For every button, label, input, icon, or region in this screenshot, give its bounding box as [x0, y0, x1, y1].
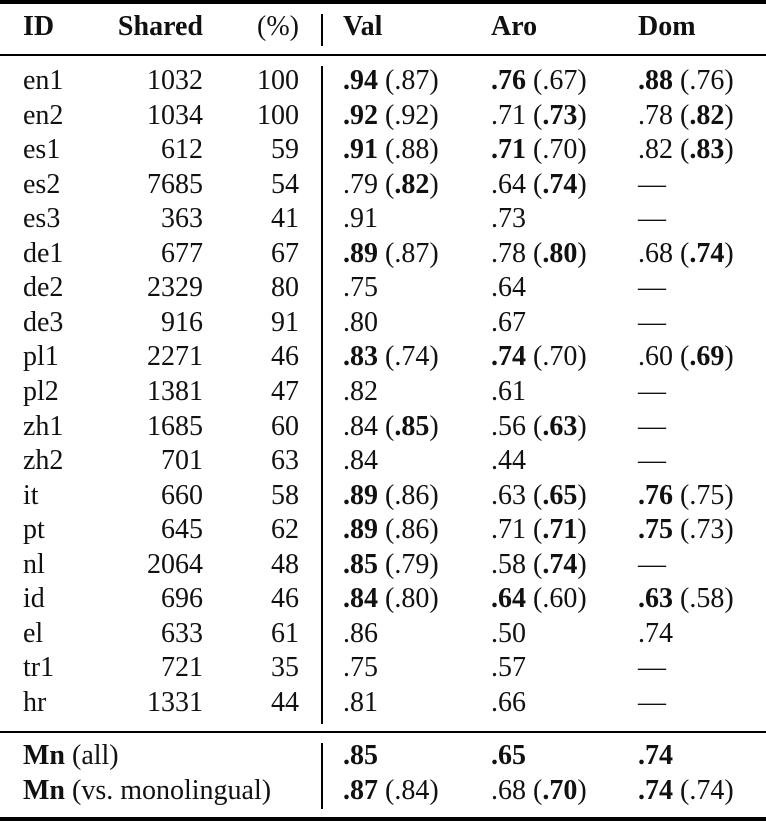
row-valence: .84 (.80): [343, 583, 439, 615]
row-dominance: [638, 686, 666, 720]
row-valence-monolingual: .85: [394, 410, 430, 442]
summary-valence-main: .87: [343, 775, 378, 806]
row-valence-monolingual: .87: [394, 65, 430, 96]
summary-row: [0, 774, 766, 808]
row-arousal-main: .66: [491, 686, 526, 718]
row-valence-monolingual: .86: [394, 514, 430, 546]
summary-valence: [343, 739, 378, 773]
row-valence: .79 (.82): [343, 168, 439, 200]
row-shared: 1685: [147, 410, 203, 442]
row-valence-monolingual: .80: [394, 583, 430, 615]
table-row: [0, 617, 766, 651]
row-valence-main: .85: [343, 548, 378, 580]
row-valence: [343, 306, 378, 340]
row-id: el: [23, 617, 44, 649]
row-valence: [343, 651, 378, 685]
row-valence: .83 (.74): [343, 341, 439, 373]
row-arousal-monolingual: .67: [542, 65, 578, 96]
row-arousal-main: .78: [491, 237, 526, 269]
summary-valence-main: .85: [343, 740, 378, 771]
row-arousal: [491, 617, 526, 651]
summary-dominance-monolingual: .74: [689, 775, 725, 806]
row-dominance-main: .78: [638, 99, 673, 131]
table-row: [0, 237, 766, 271]
row-dominance-main: .88: [638, 65, 673, 96]
row-arousal: [491, 651, 526, 685]
row-dominance-main: —: [638, 686, 666, 718]
row-valence-monolingual: .86: [394, 479, 430, 511]
header-dominance: Dom: [638, 11, 696, 42]
row-dominance-monolingual: .74: [689, 237, 725, 269]
row-arousal-main: .44: [491, 445, 526, 477]
row-shared: 2271: [147, 341, 203, 373]
header-id: ID: [23, 11, 55, 42]
row-dominance: [638, 271, 666, 305]
row-arousal-monolingual: .60: [542, 583, 578, 615]
row-dominance-monolingual: .76: [689, 65, 725, 96]
summary-arousal: [491, 739, 526, 773]
row-dominance: .88 (.76): [638, 65, 734, 96]
table-row: [0, 202, 766, 236]
row-valence-main: .81: [343, 686, 378, 718]
row-valence-monolingual: .79: [394, 548, 430, 580]
row-id: pl2: [23, 375, 59, 407]
row-valence: .84 (.85): [343, 410, 439, 442]
row-dominance-main: .63: [638, 583, 673, 615]
row-arousal: .64 (.60): [491, 583, 587, 615]
row-dominance: [638, 202, 666, 236]
summary-label-mean: Mn: [23, 740, 65, 771]
row-id: zh2: [23, 445, 64, 477]
summary-label-qualifier: (all): [65, 740, 119, 771]
top-rule: [0, 0, 766, 4]
table-row: [0, 582, 766, 616]
summary-arousal-main: .65: [491, 740, 526, 771]
table-row: [0, 513, 766, 547]
row-shared: 660: [161, 479, 203, 511]
row-dominance-main: —: [638, 306, 666, 338]
row-valence-main: .79: [343, 168, 378, 200]
row-valence: .89 (.87): [343, 237, 439, 269]
row-valence-main: .94: [343, 65, 378, 96]
header-shared: Shared: [117, 11, 203, 42]
row-arousal-main: .73: [491, 203, 526, 235]
row-dominance: [638, 617, 673, 651]
summary-row: [0, 739, 766, 773]
row-arousal-monolingual: .65: [542, 479, 578, 511]
row-valence: [343, 686, 378, 720]
row-dominance: [638, 651, 666, 685]
row-arousal-monolingual: .63: [542, 410, 578, 442]
row-dominance-main: .82: [638, 134, 673, 166]
row-percent: 48: [271, 548, 299, 580]
row-dominance-main: —: [638, 203, 666, 235]
row-valence-main: .84: [343, 445, 378, 477]
row-arousal-monolingual: .80: [542, 237, 578, 269]
row-valence: [343, 202, 378, 236]
row-dominance-monolingual: .73: [689, 514, 725, 546]
row-dominance-main: —: [638, 445, 666, 477]
row-arousal-main: .58: [491, 548, 526, 580]
row-valence: [343, 617, 378, 651]
row-valence-main: .83: [343, 341, 378, 373]
table-row: [0, 99, 766, 133]
row-shared: 645: [161, 514, 203, 546]
header-arousal: Aro: [491, 11, 538, 42]
row-arousal-main: .64: [491, 168, 526, 200]
row-shared: 1032: [147, 65, 203, 96]
row-shared: 2329: [147, 272, 203, 304]
row-id: hr: [23, 686, 47, 718]
row-valence: [343, 271, 378, 305]
row-percent: 67: [271, 237, 299, 269]
row-arousal: .71 (.70): [491, 134, 587, 166]
row-id: pt: [23, 514, 45, 546]
row-dominance-monolingual: .82: [689, 99, 725, 131]
table-row: [0, 686, 766, 720]
row-percent: 63: [271, 445, 299, 477]
row-dominance: .63 (.58): [638, 583, 734, 615]
row-percent: 91: [271, 306, 299, 338]
row-id: pl1: [23, 341, 59, 373]
row-arousal-main: .64: [491, 583, 526, 615]
row-id: es1: [23, 134, 61, 166]
row-shared: 721: [161, 652, 203, 684]
row-percent: 54: [271, 168, 299, 200]
row-dominance: [638, 410, 666, 444]
summary-label: [23, 739, 119, 773]
row-arousal-main: .61: [491, 375, 526, 407]
bottom-rule: [0, 817, 766, 821]
row-dominance-main: —: [638, 548, 666, 580]
summary-label-mean: Mn: [23, 775, 65, 806]
row-percent: 47: [271, 375, 299, 407]
summary-dominance-main: .74: [638, 740, 673, 771]
row-arousal: .56 (.63): [491, 410, 587, 442]
row-arousal-main: .71: [491, 134, 526, 166]
row-percent: 100: [257, 65, 299, 96]
table-row: [0, 444, 766, 478]
row-valence-main: .82: [343, 375, 378, 407]
row-dominance-monolingual: .58: [689, 583, 725, 615]
summary-dominance: [638, 739, 673, 773]
row-dominance-main: .60: [638, 341, 673, 373]
header-rule: [0, 54, 766, 56]
summary-label-qualifier: (vs. monolingual): [65, 775, 272, 806]
row-arousal: .78 (.80): [491, 237, 587, 269]
row-valence: [343, 444, 378, 478]
row-id: it: [23, 479, 39, 511]
summary-arousal: .68 (.70): [491, 775, 587, 806]
row-arousal: [491, 375, 526, 409]
row-arousal: [491, 306, 526, 340]
row-valence: .91 (.88): [343, 134, 439, 166]
row-arousal-monolingual: .70: [542, 134, 578, 166]
row-percent: 62: [271, 514, 299, 546]
row-id: es3: [23, 203, 61, 235]
row-dominance-monolingual: .69: [689, 341, 725, 373]
row-percent: 59: [271, 134, 299, 166]
table-row: [0, 340, 766, 374]
row-arousal-main: .76: [491, 65, 526, 96]
row-dominance-monolingual: .83: [689, 134, 725, 166]
row-valence-main: .86: [343, 617, 378, 649]
row-valence: .89 (.86): [343, 479, 439, 511]
row-shared: 677: [161, 237, 203, 269]
row-arousal-main: .63: [491, 479, 526, 511]
row-arousal: .71 (.73): [491, 99, 587, 131]
row-arousal-main: .71: [491, 514, 526, 546]
summary-valence-monolingual: .84: [394, 775, 430, 806]
row-id: es2: [23, 168, 61, 200]
row-valence: .85 (.79): [343, 548, 439, 580]
row-dominance-main: .68: [638, 237, 673, 269]
header-row: [0, 10, 766, 44]
summary-valence: .87 (.84): [343, 775, 439, 806]
row-dominance-main: —: [638, 410, 666, 442]
row-dominance: [638, 168, 666, 202]
row-id: nl: [23, 548, 45, 580]
row-shared: 916: [161, 306, 203, 338]
row-id: de1: [23, 237, 64, 269]
row-valence: [343, 375, 378, 409]
row-percent: 100: [257, 99, 299, 131]
row-shared: 1381: [147, 375, 203, 407]
row-arousal-monolingual: .73: [542, 99, 578, 131]
row-shared: 633: [161, 617, 203, 649]
row-arousal: [491, 271, 526, 305]
row-id: en2: [23, 99, 64, 131]
row-dominance-main: .74: [638, 617, 673, 649]
row-arousal-monolingual: .70: [542, 341, 578, 373]
row-valence-monolingual: .88: [394, 134, 430, 166]
table-row: [0, 375, 766, 409]
row-dominance: .68 (.74): [638, 237, 734, 269]
summary-arousal-main: .68: [491, 775, 526, 806]
row-dominance: .82 (.83): [638, 134, 734, 166]
row-shared: 701: [161, 445, 203, 477]
row-arousal-main: .56: [491, 410, 526, 442]
row-arousal-monolingual: .74: [542, 548, 578, 580]
table-row: [0, 133, 766, 167]
row-valence-monolingual: .87: [394, 237, 430, 269]
row-valence-main: .89: [343, 479, 378, 511]
row-arousal: [491, 202, 526, 236]
row-valence: .94 (.87): [343, 65, 439, 96]
row-dominance-main: .76: [638, 479, 673, 511]
row-id: de3: [23, 306, 64, 338]
row-dominance-main: —: [638, 168, 666, 200]
summary-column-divider: [321, 743, 323, 809]
row-valence-monolingual: .74: [394, 341, 430, 373]
table-row: [0, 651, 766, 685]
row-percent: 46: [271, 583, 299, 615]
row-arousal: .58 (.74): [491, 548, 587, 580]
row-percent: 80: [271, 272, 299, 304]
row-arousal: .74 (.70): [491, 341, 587, 373]
row-shared: 612: [161, 134, 203, 166]
row-dominance: .76 (.75): [638, 479, 734, 511]
row-dominance: [638, 375, 666, 409]
row-shared: 1034: [147, 99, 203, 131]
row-dominance: [638, 548, 666, 582]
header-column-divider: [321, 14, 323, 46]
summary-dominance: .74 (.74): [638, 775, 734, 806]
row-valence-main: .75: [343, 652, 378, 684]
row-arousal-monolingual: .74: [542, 168, 578, 200]
row-percent: 58: [271, 479, 299, 511]
row-valence-main: .92: [343, 99, 378, 131]
row-percent: 46: [271, 341, 299, 373]
row-arousal: [491, 444, 526, 478]
row-arousal-main: .74: [491, 341, 526, 373]
row-dominance: [638, 306, 666, 340]
body-column-divider: [321, 66, 323, 724]
row-percent: 60: [271, 410, 299, 442]
table-row: [0, 548, 766, 582]
table-row: [0, 168, 766, 202]
row-arousal-main: .50: [491, 617, 526, 649]
row-id: en1: [23, 65, 64, 96]
row-arousal-main: .57: [491, 652, 526, 684]
row-id: tr1: [23, 652, 55, 684]
summary-label: [23, 774, 271, 808]
row-arousal-main: .71: [491, 99, 526, 131]
row-dominance-main: —: [638, 375, 666, 407]
row-dominance-monolingual: .75: [689, 479, 725, 511]
row-dominance-main: .75: [638, 514, 673, 546]
row-valence-main: .89: [343, 514, 378, 546]
row-dominance-main: —: [638, 272, 666, 304]
row-arousal: .71 (.71): [491, 514, 587, 546]
row-shared: 696: [161, 583, 203, 615]
row-dominance: [638, 444, 666, 478]
row-arousal-main: .67: [491, 306, 526, 338]
row-valence-monolingual: .82: [394, 168, 430, 200]
row-arousal: [491, 686, 526, 720]
table-row: [0, 64, 766, 98]
header-valence: Val: [343, 11, 383, 42]
row-percent: 41: [271, 203, 299, 235]
row-percent: 61: [271, 617, 299, 649]
table-row: [0, 306, 766, 340]
row-valence-main: .91: [343, 134, 378, 166]
table-row: [0, 479, 766, 513]
table-row: [0, 410, 766, 444]
row-percent: 35: [271, 652, 299, 684]
row-valence-main: .91: [343, 203, 378, 235]
row-valence-monolingual: .92: [394, 99, 430, 131]
row-arousal: .64 (.74): [491, 168, 587, 200]
row-valence-main: .75: [343, 272, 378, 304]
row-dominance: .75 (.73): [638, 514, 734, 546]
row-valence: .89 (.86): [343, 514, 439, 546]
summary-arousal-monolingual: .70: [542, 775, 578, 806]
row-valence-main: .84: [343, 410, 378, 442]
row-valence-main: .84: [343, 583, 378, 615]
row-percent: 44: [271, 686, 299, 718]
table-row: [0, 271, 766, 305]
row-shared: 2064: [147, 548, 203, 580]
row-valence-main: .80: [343, 306, 378, 338]
row-id: de2: [23, 272, 64, 304]
row-id: zh1: [23, 410, 64, 442]
summary-rule: [0, 731, 766, 733]
row-dominance: .78 (.82): [638, 99, 734, 131]
header-percent: (%): [257, 11, 299, 42]
row-shared: 7685: [147, 168, 203, 200]
row-id: id: [23, 583, 45, 615]
row-dominance-main: —: [638, 652, 666, 684]
row-arousal-main: .64: [491, 272, 526, 304]
row-shared: 1331: [147, 686, 203, 718]
row-shared: 363: [161, 203, 203, 235]
row-valence-main: .89: [343, 237, 378, 269]
row-arousal: .76 (.67): [491, 65, 587, 96]
row-dominance: .60 (.69): [638, 341, 734, 373]
row-arousal: .63 (.65): [491, 479, 587, 511]
summary-dominance-main: .74: [638, 775, 673, 806]
row-arousal-monolingual: .71: [542, 514, 578, 546]
row-valence: .92 (.92): [343, 99, 439, 131]
